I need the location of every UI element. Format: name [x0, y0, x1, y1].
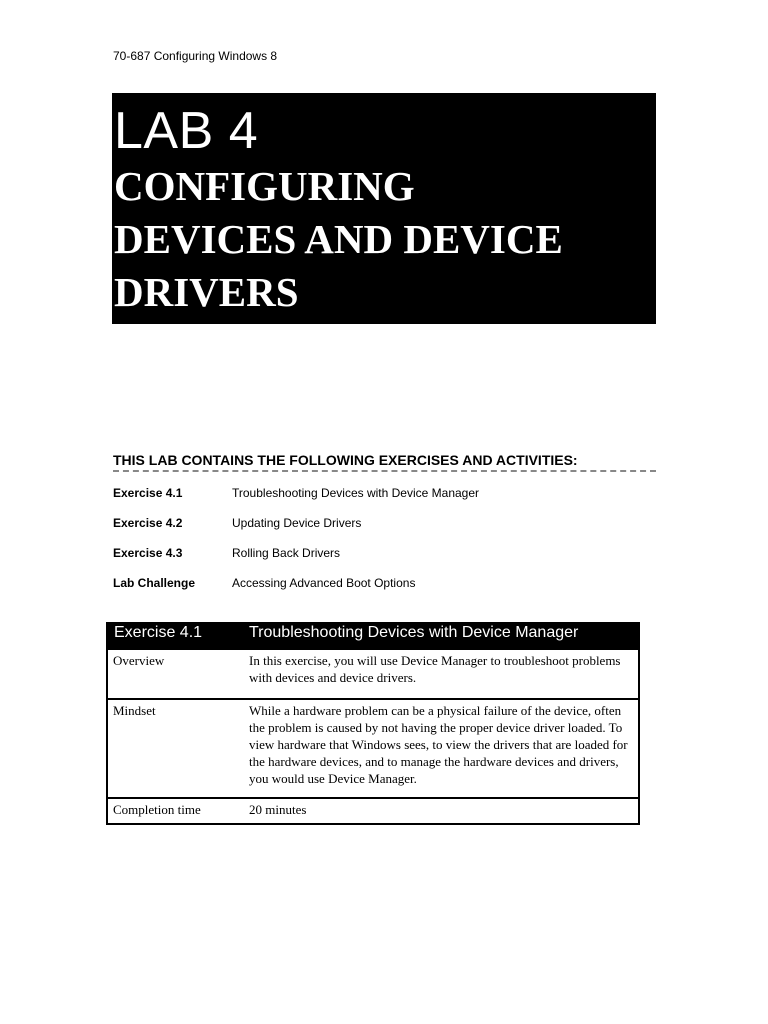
exercise-table-header: [106, 622, 640, 650]
row-label: Completion time: [113, 802, 201, 817]
list-item: [113, 545, 653, 575]
exercise-table: [106, 622, 640, 825]
row-label: Overview: [113, 653, 165, 668]
lab-title-line: DRIVERS: [114, 269, 299, 315]
exercise-list: [113, 485, 653, 605]
exercise-table-body: [106, 650, 640, 825]
exercise-id: Exercise 4.3: [113, 546, 183, 560]
exercise-name: Rolling Back Drivers: [232, 546, 341, 560]
table-row: [108, 698, 638, 797]
list-item: [113, 515, 653, 545]
table-row: [108, 797, 638, 823]
exercise-id: Exercise 4.2: [113, 516, 183, 530]
exercise-table-header-id: Exercise 4.1: [114, 624, 203, 641]
table-row: [108, 650, 638, 698]
list-item: [113, 575, 653, 605]
row-label: Mindset: [113, 703, 156, 718]
exercise-id: Lab Challenge: [113, 576, 196, 590]
row-value: 20 minutes: [249, 802, 307, 817]
lab-title-line: DEVICES AND DEVICE: [114, 216, 563, 262]
row-value: While a hardware problem can be a physical failure of the device, often the problem is caused by not having the proper device driver loaded. To view hardware that Windows sees, to view the drivers that are loaded for the hardware devices, and to manage the hardware devices and drivers, you would use Device Manager.: [249, 703, 628, 786]
exercise-name: Updating Device Drivers: [232, 516, 362, 530]
exercise-name: Accessing Advanced Boot Options: [232, 576, 416, 590]
lab-number: LAB 4: [114, 102, 259, 160]
exercise-table-header-name: Troubleshooting Devices with Device Manager: [249, 624, 579, 641]
lab-title-block: [112, 93, 656, 324]
row-value: In this exercise, you will use Device Manager to troubleshoot problems with devices and device drivers.: [249, 653, 621, 685]
exercise-name: Troubleshooting Devices with Device Manager: [232, 486, 480, 500]
exercise-id: Exercise 4.1: [113, 486, 183, 500]
lab-title: [114, 160, 656, 319]
lab-title-line: CONFIGURING: [114, 163, 415, 209]
list-item: [113, 485, 653, 515]
contents-heading: THIS LAB CONTAINS THE FOLLOWING EXERCISES AND ACTIVITIES:: [113, 451, 656, 472]
running-header: 70-687 Configuring Windows 8: [113, 49, 278, 63]
